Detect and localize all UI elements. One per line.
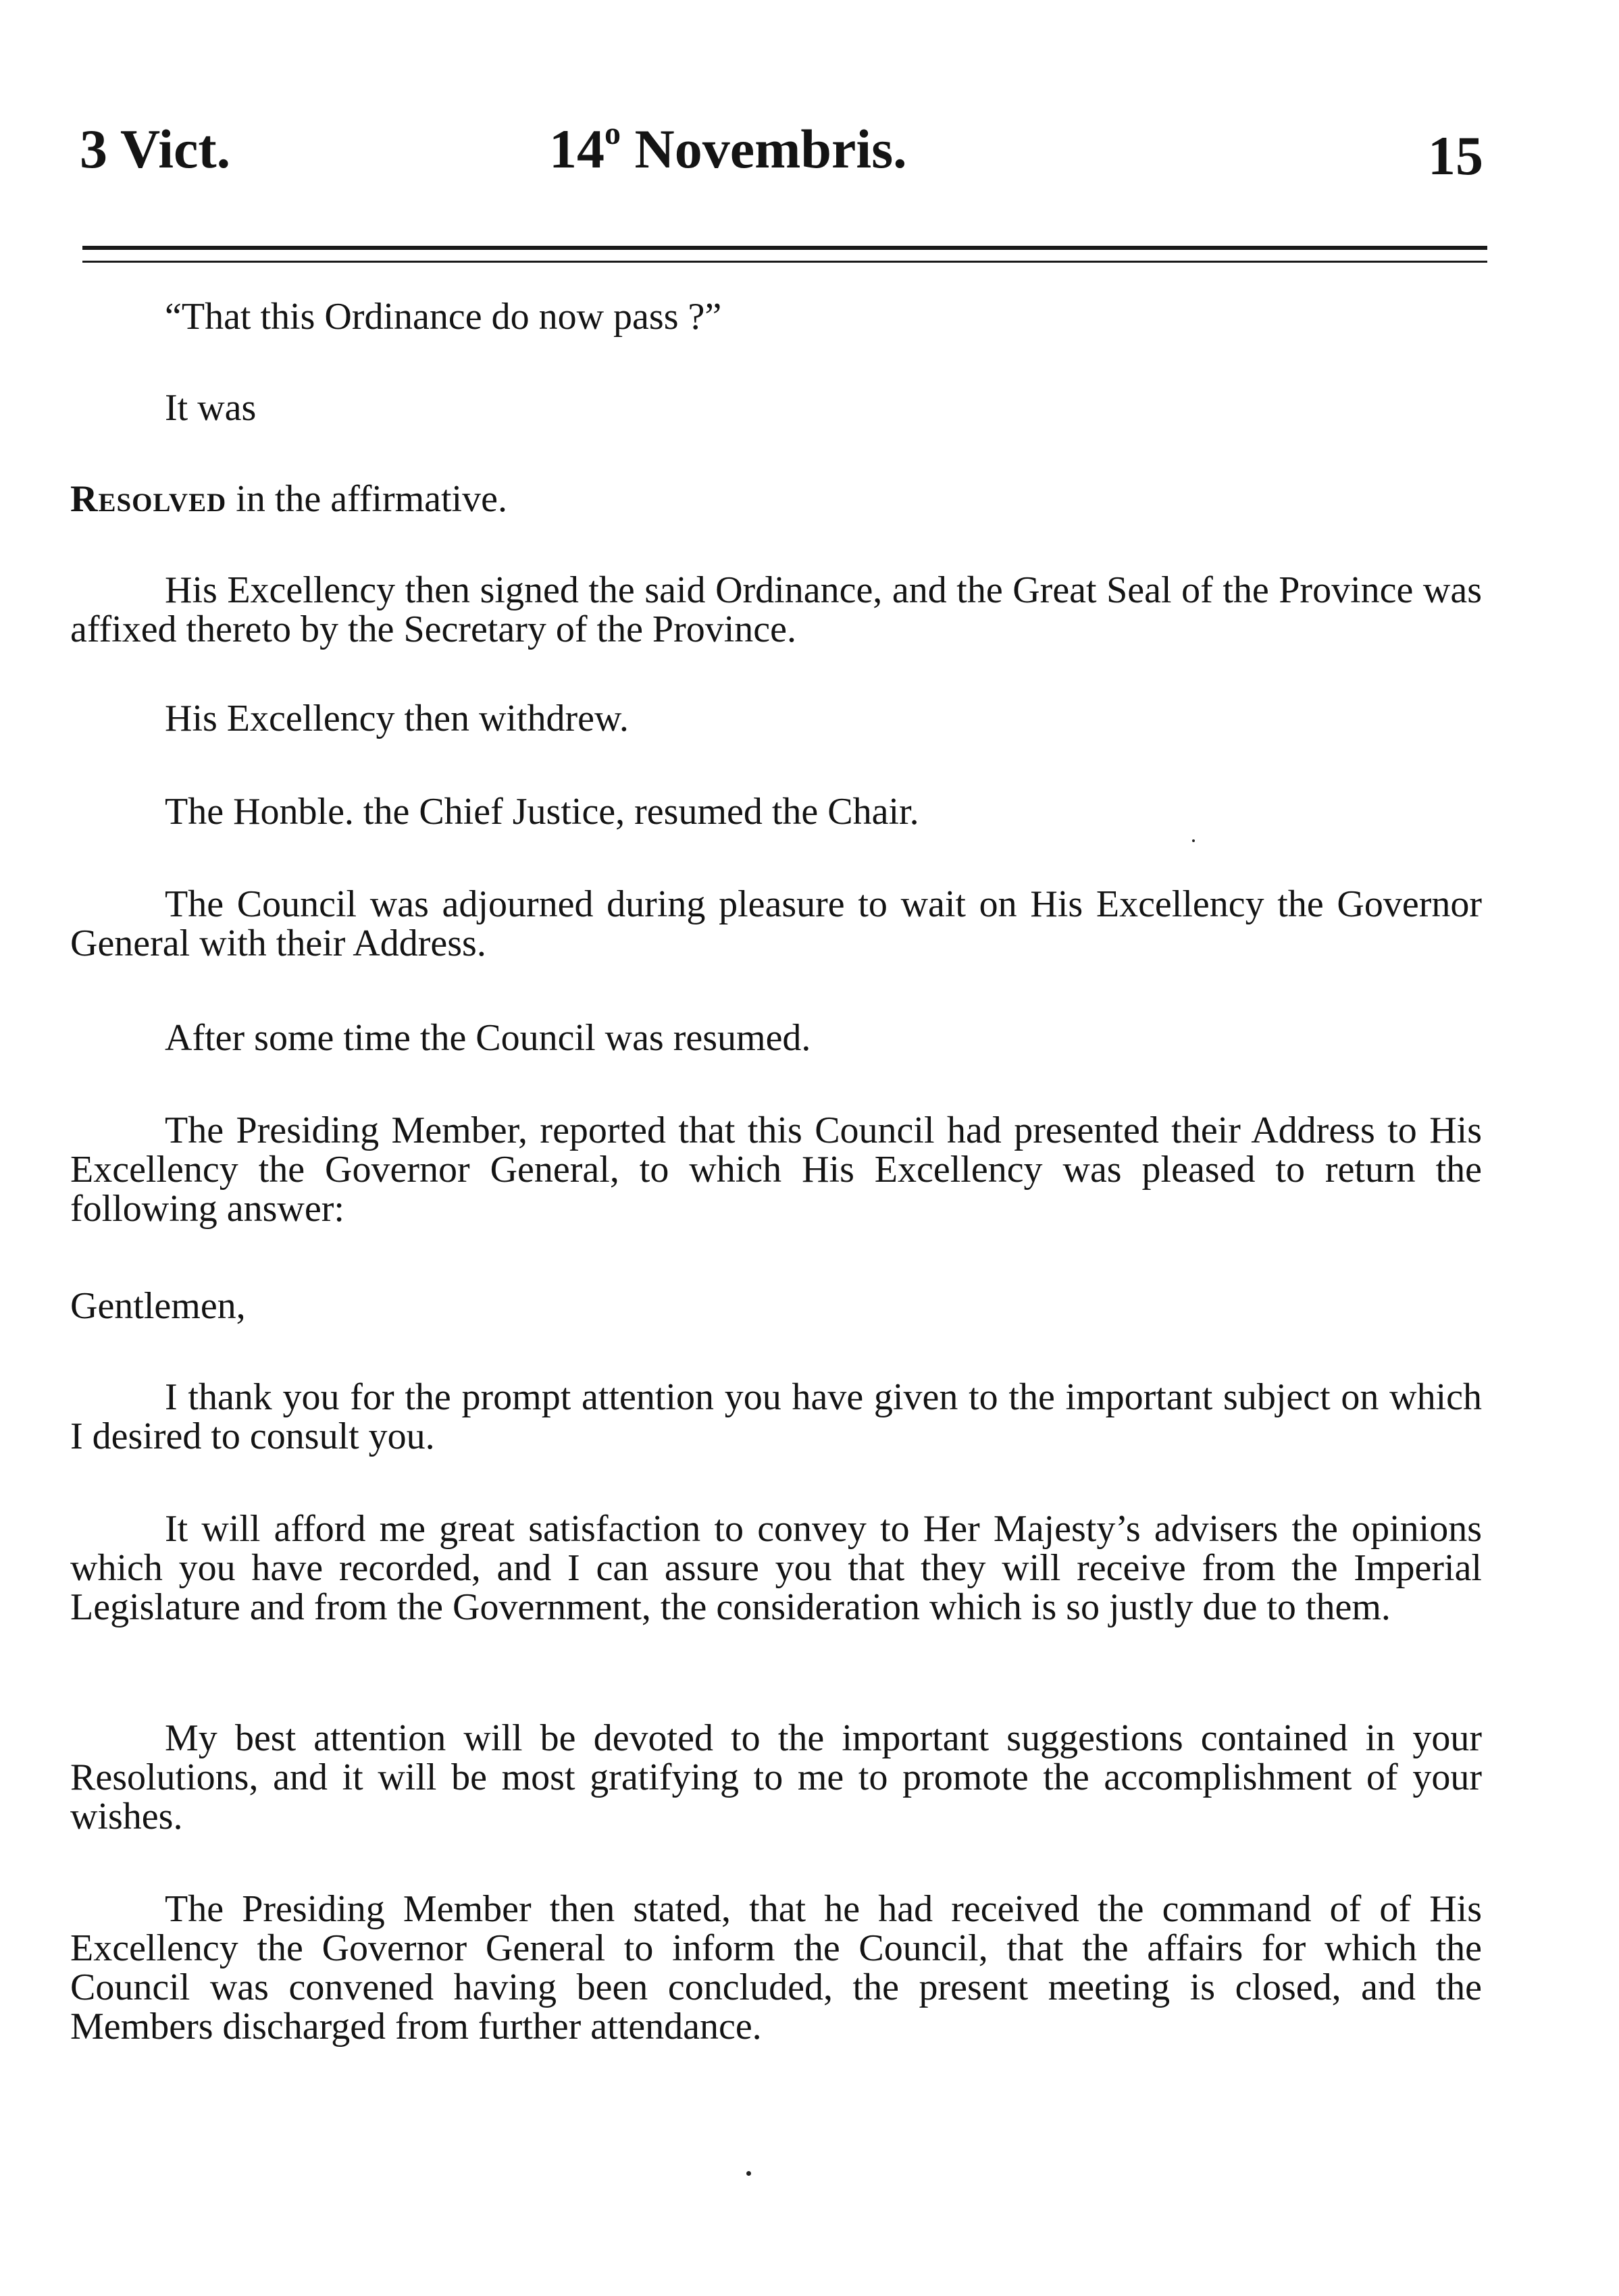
paragraph-signed: His Excellency then signed the said Ordinance, and the Great Seal of the Province was affixed thereto by the Secretary of the Province.	[70, 569, 1482, 650]
paragraph-withdrew: His Excellency then withdrew.	[165, 698, 629, 739]
paragraph-resolved	[70, 479, 1482, 519]
header-rule-thick	[82, 246, 1487, 250]
header-date	[549, 115, 907, 180]
paragraph-reported: The Presiding Member, reported that this Council had presented their Address to His Excellency the Governor General, to which His Excellency was pleased to return the following answer:	[70, 1110, 1482, 1230]
paragraph-resumed: After some time the Council was resumed.	[165, 1017, 811, 1059]
paragraph-adjourned: The Council was adjourned during pleasure to wait on His Excellency the Governor General with their Address.	[70, 883, 1482, 964]
header-rule-thin	[82, 261, 1487, 263]
paragraph-it-was: It was	[165, 387, 257, 429]
header-date-ordinal: o	[605, 115, 621, 151]
regnal-year: 3 Vict.	[80, 118, 231, 180]
paragraph-thank: I thank you for the prompt attention you have given to the important subject on which I desired to consult you.	[70, 1376, 1482, 1457]
paragraph-salutation: Gentlemen,	[70, 1285, 246, 1327]
paragraph-afford: It will afford me great satisfaction to convey to Her Majesty’s advisers the opinions which you have recorded, and I can assure you that they will receive from the Imperial Legislature and from the Government, the consideration which is so justly due to them.	[70, 1508, 1482, 1628]
resolved-rest: in the affirmative.	[226, 478, 507, 520]
running-header	[80, 115, 1483, 203]
header-date-month: Novembris.	[621, 118, 907, 180]
header-date-day: 14	[549, 118, 605, 180]
paragraph-stated: The Presiding Member then stated, that he had received the command of of His Excellency the Governor General to inform the Council, that the affairs for which the Council was convened having been concluded, the present meeting is closed, and the Members discharged from further attendance.	[70, 1888, 1482, 2047]
ink-speck	[746, 2171, 751, 2176]
paragraph-chair: The Honble. the Chief Justice, resumed the Chair.	[165, 791, 919, 833]
ink-speck	[1192, 839, 1195, 842]
paragraph-question: “That this Ordinance do now pass ?”	[165, 296, 722, 338]
page-number: 15	[1428, 125, 1483, 186]
paragraph-best-attention: My best attention will be devoted to the important suggestions contained in your Resolutions, and it will be most gratifying to me to promote the accomplishment of your wishes.	[70, 1717, 1482, 1837]
resolved-word: Resolved	[70, 478, 227, 520]
